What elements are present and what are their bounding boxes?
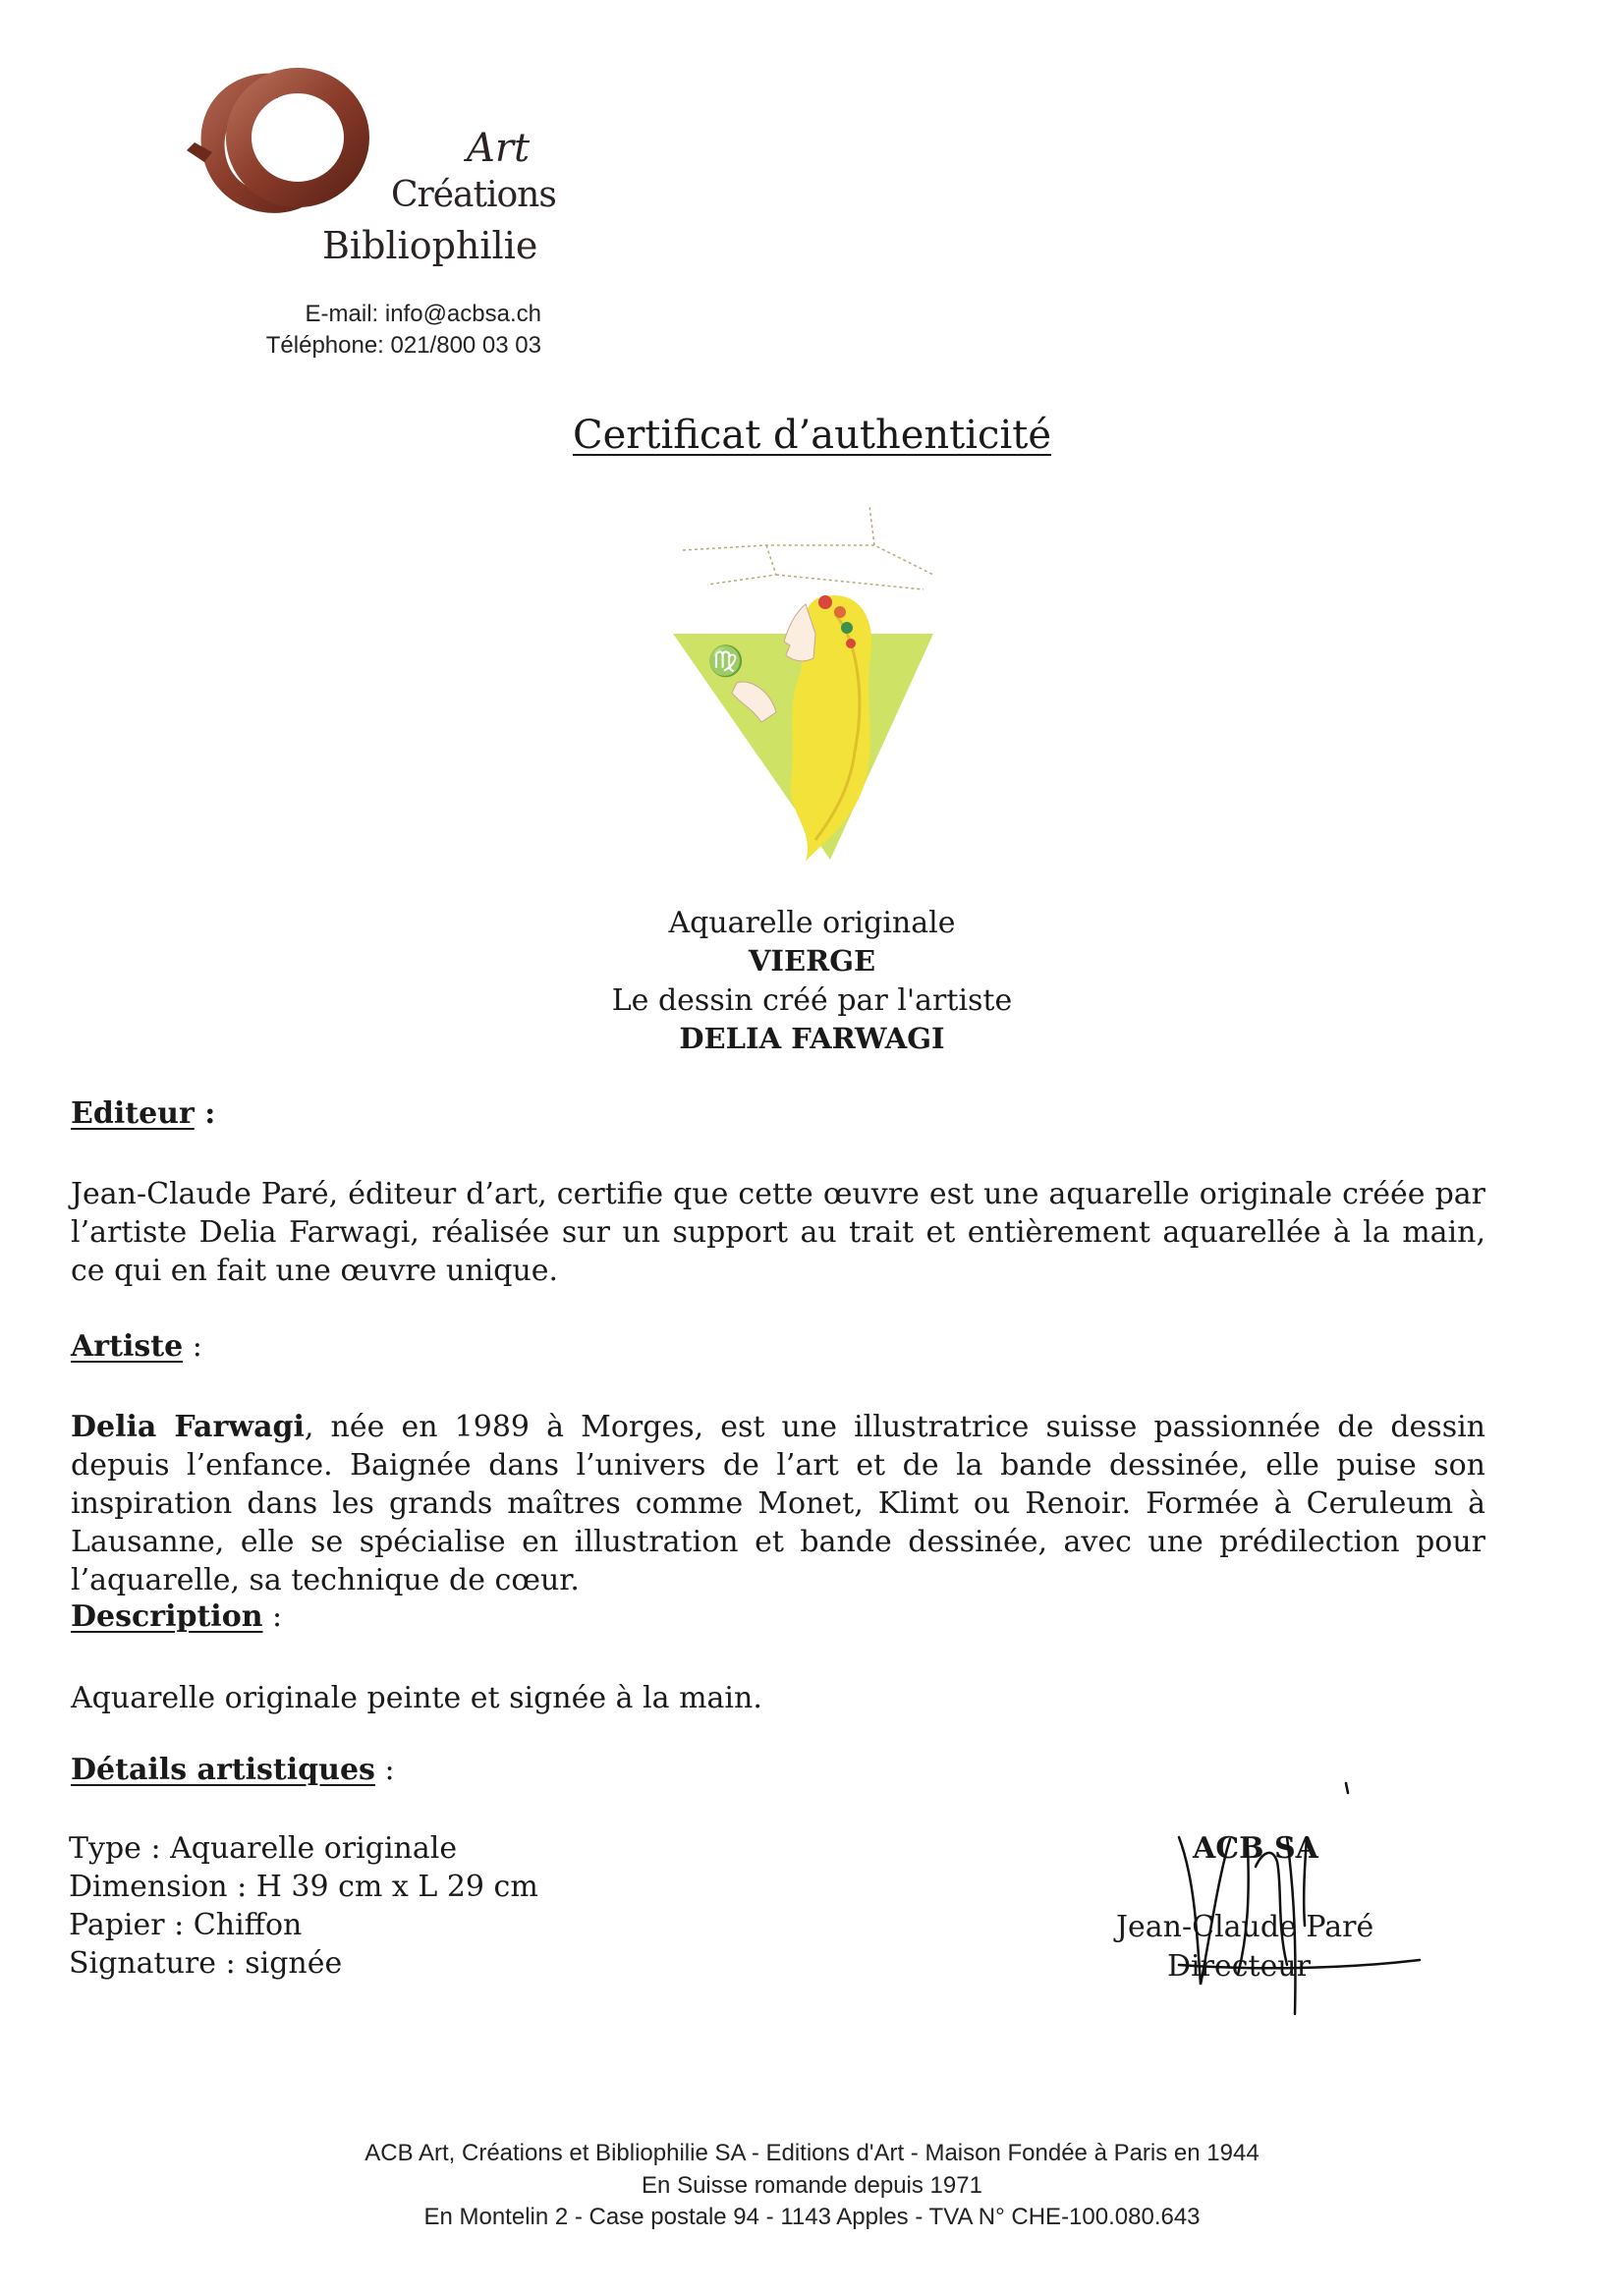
- signature-role: Directeur: [1167, 1949, 1312, 1984]
- detail-signature: Signature : signée: [69, 1946, 343, 1981]
- artist-name: Delia Farwagi: [71, 1410, 305, 1444]
- artiste-text: Delia Farwagi, née en 1989 à Morges, est une illustratrice suisse passionnée de dessin depuis l’enfance. Baignée dans l’univers de l’art et de la bande dessinée, elle puise son inspiration dans les grands maîtres comme Monet, Klimt ou Renoir. Formée à Ceruleum à Lausanne, elle se spécialise en illustration et bande dessinée, avec une prédilection pour l’aquarelle, sa technique de cœur.: [71, 1410, 1486, 1597]
- detail-dimension: Dimension : H 39 cm x L 29 cm: [69, 1870, 538, 1904]
- signature-name: Jean-Claude Paré: [1116, 1910, 1374, 1944]
- detail-type: Type : Aquarelle originale: [69, 1831, 458, 1866]
- footer-line-1: ACB Art, Créations et Bibliophilie SA - Editions d'Art - Maison Fondée à Paris en 1944: [364, 2140, 1260, 2166]
- heading-artiste: Artiste :: [71, 1329, 202, 1364]
- logo-text-creations: Créations: [391, 175, 556, 215]
- footer-line-3: En Montelin 2 - Case postale 94 - 1143 Apples - TVA N° CHE-100.080.643: [423, 2204, 1201, 2230]
- handwritten-signature: [1140, 1768, 1425, 2024]
- svg-text:♍: ♍: [707, 644, 745, 679]
- artwork-type: Aquarelle originale: [668, 906, 956, 940]
- logo-text-bibliophilie: Bibliophilie: [322, 224, 538, 267]
- artwork-illustration: [668, 496, 953, 869]
- description-text: Aquarelle originale peinte et signée à la main.: [71, 1681, 762, 1715]
- company-logo: [185, 54, 381, 231]
- signature-company: ACB SA: [1193, 1831, 1318, 1866]
- detail-papier: Papier : Chiffon: [69, 1908, 303, 1942]
- artwork-credit: Le dessin créé par l'artiste: [611, 983, 1013, 1018]
- contact-phone: Téléphone: 021/800 03 03: [265, 332, 541, 359]
- heading-editeur: Editeur :: [71, 1096, 216, 1131]
- heading-details: Détails artistiques :: [71, 1753, 395, 1787]
- heading-description: Description :: [71, 1599, 283, 1634]
- footer-line-2: En Suisse romande depuis 1971: [642, 2172, 982, 2199]
- artwork-title: VIERGE: [748, 944, 876, 978]
- logo-text-art: Art: [467, 126, 531, 171]
- editeur-text: Jean-Claude Paré, éditeur d’art, certifie que cette œuvre est une aquarelle originale créée par l’artiste Delia Farwagi, réalisée sur un support au trait et entièrement aquarellée à la main, ce qui en fait une œuvre unique.: [71, 1177, 1485, 1288]
- artwork-artist: DELIA FARWAGI: [679, 1022, 945, 1055]
- contact-email: E-mail: info@acbsa.ch: [305, 301, 541, 327]
- page-title: Certificat d’authenticité: [573, 413, 1051, 458]
